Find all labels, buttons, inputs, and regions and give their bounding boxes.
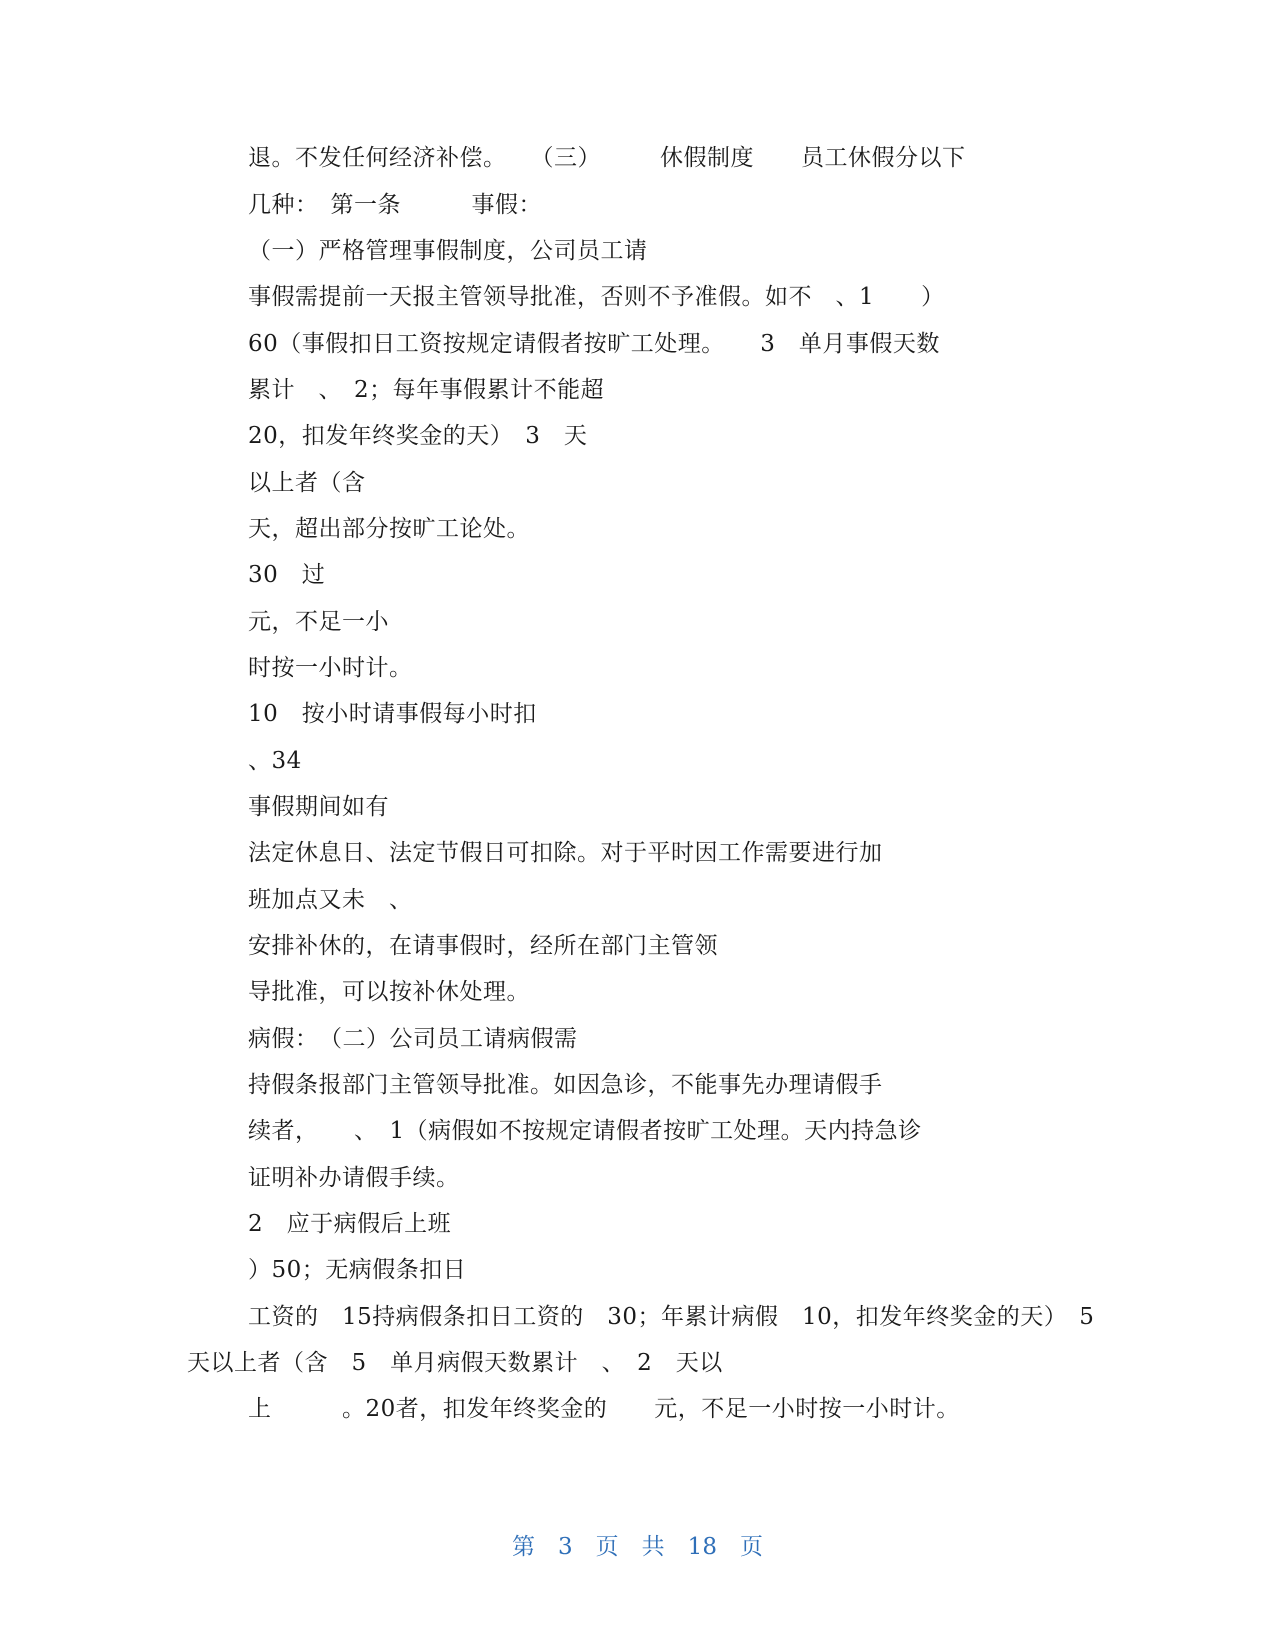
body-text-line: 天以上者（含 5 单月病假天数累计 、 2 天以 (187, 1350, 723, 1376)
body-text-line: 10 按小时请事假每小时扣 (248, 701, 537, 727)
body-text-line: 60（事假扣日工资按规定请假者按旷工处理。 3 单月事假天数 (248, 331, 940, 357)
body-text-line: 退。不发任何经济补偿。 （三） 休假制度 员工休假分以下 (248, 145, 966, 171)
body-text-line: 时按一小时计。 (248, 655, 413, 681)
body-text-line: 2 应于病假后上班 (248, 1211, 452, 1237)
body-text-line: 天，超出部分按旷工论处。 (248, 516, 530, 542)
body-text-line: 安排补休的，在请事假时，经所在部门主管领 (248, 933, 718, 959)
body-text-line: 事假期间如有 (248, 794, 389, 820)
page-number-footer: 第 3 页 共 18 页 (512, 1534, 763, 1560)
body-text-line: 30 过 (248, 562, 326, 588)
body-text-line: 持假条报部门主管领导批准。如因急诊，不能事先办理请假手 (248, 1072, 883, 1098)
body-text-line: 导批准，可以按补休处理。 (248, 979, 530, 1005)
body-text-line: （一）严格管理事假制度，公司员工请 (248, 238, 648, 264)
body-text-line: 班加点又未 、 (248, 887, 413, 913)
body-text-line: 几种： 第一条 事假： (248, 192, 542, 218)
body-text-line: 、34 (248, 748, 302, 774)
body-text-line: 病假： （二）公司员工请病假需 (248, 1026, 578, 1052)
body-text-line: 事假需提前一天报主管领导批准，否则不予准假。如不 、1 ） (248, 284, 945, 310)
body-text-line: 累计 、 2；每年事假累计不能超 (248, 377, 605, 403)
body-text-line: 续者， 、 1（病假如不按规定请假者按旷工处理。天内持急诊 (248, 1118, 922, 1144)
body-text-line: 20，扣发年终奖金的天） 3 天 (248, 423, 588, 449)
body-text-line: 法定休息日、法定节假日可扣除。对于平时因工作需要进行加 (248, 840, 883, 866)
body-text-line: 元，不足一小 (248, 609, 389, 635)
body-text-line: 证明补办请假手续。 (248, 1165, 460, 1191)
body-text-line: ）50；无病假条扣日 (248, 1257, 467, 1283)
body-text-line: 上 。20者，扣发年终奖金的 元，不足一小时按一小时计。 (248, 1396, 960, 1422)
body-text-line: 以上者（含 (248, 470, 366, 496)
body-text-line: 工资的 15持病假条扣日工资的 30；年累计病假 10，扣发年终奖金的天） 5 (248, 1304, 1095, 1330)
